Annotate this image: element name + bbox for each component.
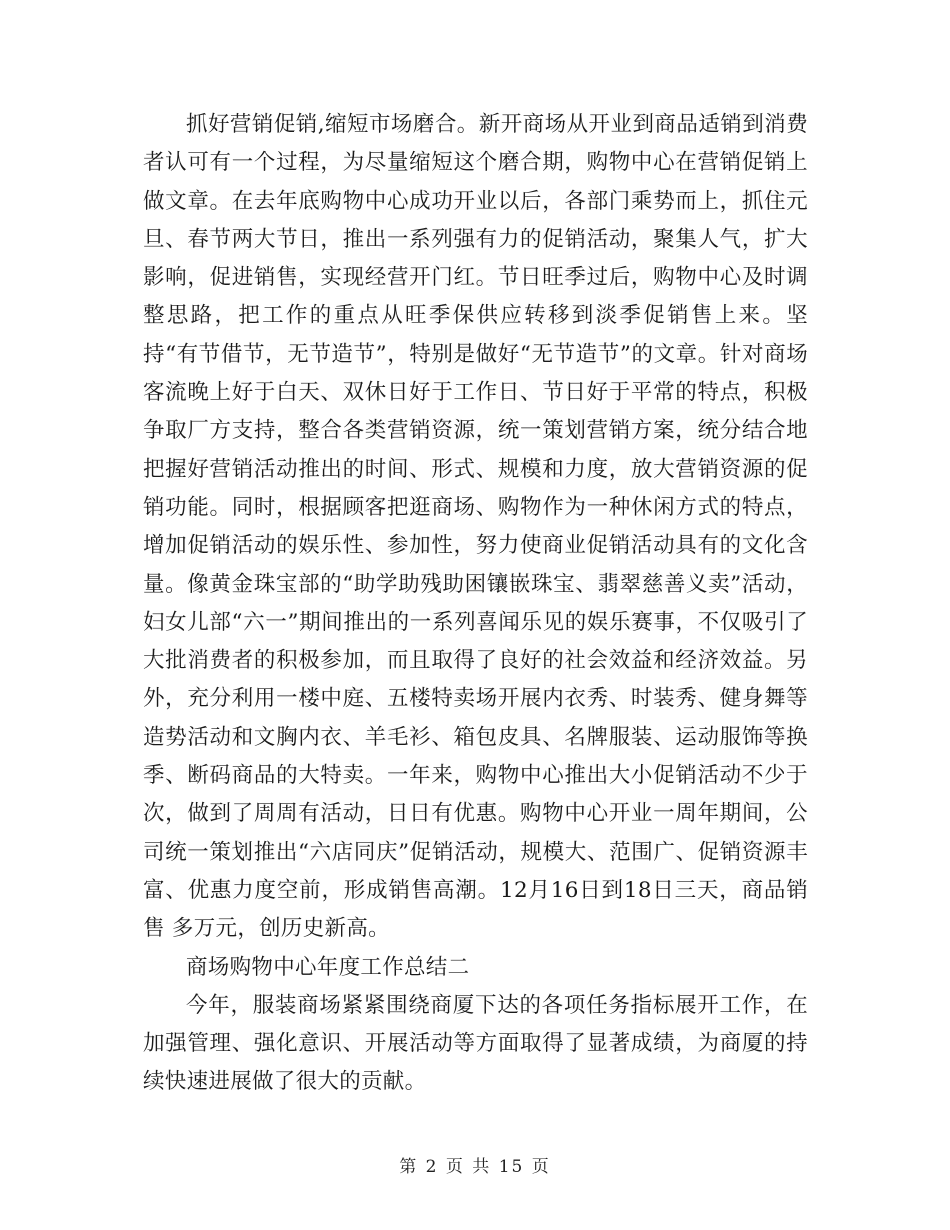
paragraph-intro: 今年，服装商场紧紧围绕商厦下达的各项任务指标展开工作，在加强管理、强化意识、开展活动等方面取得了显著成绩，为商厦的持续快速进展做了很大的贡献。 bbox=[143, 992, 808, 1095]
paragraph-promotion: 抓好营销促销,缩短市场磨合。新开商场从开业到商品适销到消费者认可有一个过程，为尽量缩短这个磨合期，购物中心在营销促销上做文章。在去年底购物中心成功开业以后，各部门乘势而上，抓住元旦、春节两大节日，推出一系列强有力的促销活动，聚集人气，扩大影响，促进销售，实现经营开门红。节日旺季过后，购物中心及时调整思路，把工作的重点从旺季保供应转移到淡季促销售上来。坚持“有节借节，无节造节”，特别是做好“无节造节”的文章。针对商场客流晚上好于白天、双休日好于工作日、节日好于平常的特点，积极争取厂方支持，整合各类营销资源，统一策划营销方案，统分结合地把握好营销活动推出的时间、形式、规模和力度，放大营销资源的促销功能。同时，根据顾客把逛商场、购物作为一种休闲方式的特点，增加促销活动的娱乐性、参加性，努力使商业促销活动具有的文化含量。像黄金珠宝部的“助学助残助困镶嵌珠宝、翡翠慈善义卖”活动，妇女儿部“六一”期间推出的一系列喜闻乐见的娱乐赛事，不仅吸引了大批消费者的积极参加，而且取得了良好的社会效益和经济效益。另外，充分利用一楼中庭、五楼特卖场开展内衣秀、时装秀、健身舞等造势活动和文胸内衣、羊毛衫、箱包皮具、名牌服装、运动服饰等换季、断码商品的大特卖。一年来，购物中心推出大小促销活动不少于 次，做到了周周有活动，日日有优惠。购物中心开业一周年期间，公司统一策划推出“六店同庆”促销活动，规模大、范围广、促销资源丰富、优惠力度空前，形成销售高潮。12月16日到18日三天，商品销售 多万元，创历史新高。 bbox=[143, 112, 852, 942]
section-heading: 商场购物中心年度工作总结二 bbox=[186, 954, 470, 980]
document-body bbox=[143, 106, 852, 1102]
page-number-footer: 第 2 页 共 15 页 bbox=[399, 1157, 551, 1177]
